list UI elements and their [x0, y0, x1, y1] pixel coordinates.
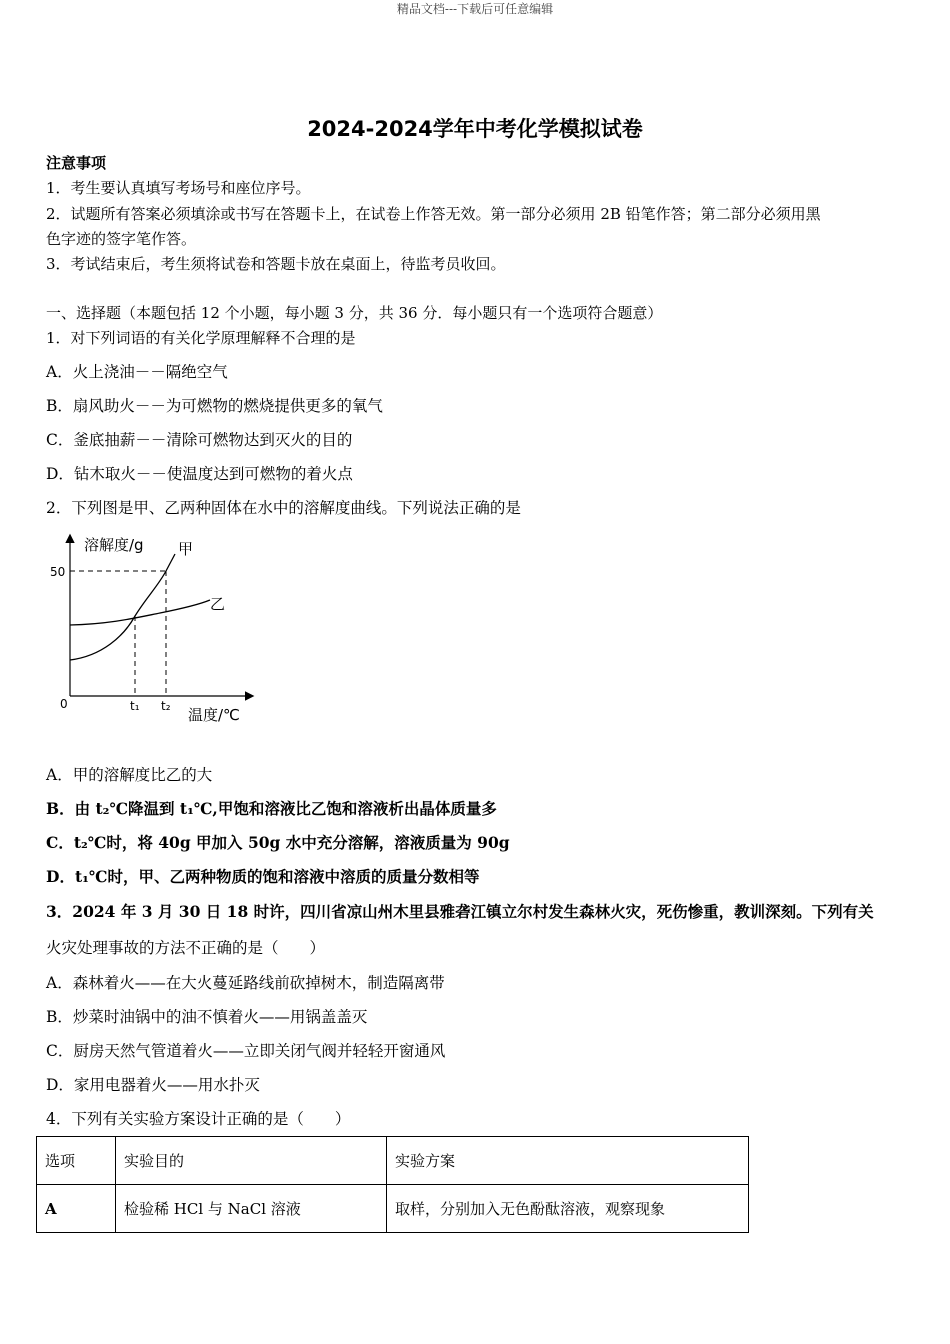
q2-option-d: D．t₁℃时，甲、乙两种物质的饱和溶液中溶质的质量分数相等: [46, 867, 480, 886]
notice-item-2-cont: 色字迹的签字笔作答。: [46, 230, 197, 248]
y-axis-label: 溶解度/g: [84, 536, 144, 554]
x-axis-label: 温度/℃: [188, 706, 240, 724]
curve-yi: [70, 600, 210, 625]
q2-option-b: B．由 t₂℃降温到 t₁℃,甲饱和溶液比乙饱和溶液析出晶体质量多: [46, 799, 497, 818]
q2-option-a: A．甲的溶解度比乙的大: [46, 766, 213, 784]
table-header-cell: 选项: [37, 1137, 116, 1185]
section-heading: 一、选择题（本题包括 12 个小题，每小题 3 分，共 36 分．每小题只有一个选项符合题意）: [46, 304, 663, 322]
page-header: 精品文档---下载后可任意编辑: [396, 2, 554, 16]
curve-jia: [70, 554, 175, 660]
label-yi: 乙: [210, 595, 226, 613]
table-cell: A: [37, 1185, 116, 1233]
label-jia: 甲: [178, 540, 194, 558]
q3-stem-line1: 3．2024 年 3 月 30 日 18 时许，四川省凉山州木里县雅砻江镇立尔村发生森林火灾，死伤惨重，教训深刻。下列有关: [46, 902, 874, 921]
x-tick-t1: t₁: [130, 699, 140, 713]
table-row: [37, 1185, 749, 1233]
notice-item-3: 3．考试结束后，考生须将试卷和答题卡放在桌面上，待监考员收回。: [46, 255, 506, 273]
q1-option-d: D．钻木取火－－使温度达到可燃物的着火点: [46, 465, 353, 483]
q1-option-a: A．火上浇油－－隔绝空气: [46, 363, 228, 381]
q3-option-b: B．炒菜时油锅中的油不慎着火——用锅盖盖灭: [46, 1008, 368, 1026]
q3-option-d: D．家用电器着火——用水扑灭: [46, 1076, 260, 1094]
solubility-graph: [40, 528, 260, 728]
q1-option-c: C．釜底抽薪－－清除可燃物达到灭火的目的: [46, 431, 353, 449]
notice-heading: 注意事项: [46, 154, 107, 172]
q3-stem-line2: 火灾处理事故的方法不正确的是（ ）: [46, 939, 326, 957]
page-title: 2024-2024学年中考化学模拟试卷: [307, 117, 643, 141]
origin-label: 0: [60, 697, 68, 711]
y-tick-50: 50: [50, 565, 66, 579]
q1-stem: 1．对下列词语的有关化学原理解释不合理的是: [46, 329, 356, 347]
q4-table: [36, 1136, 749, 1233]
table-header-cell: 实验方案: [387, 1137, 749, 1185]
table-header-row: [37, 1137, 749, 1185]
q2-stem: 2．下列图是甲、乙两种固体在水中的溶解度曲线。下列说法正确的是: [46, 499, 521, 517]
table-cell: 检验稀 HCl 与 NaCl 溶液: [116, 1185, 387, 1233]
x-tick-t2: t₂: [161, 699, 171, 713]
notice-item-1: 1．考生要认真填写考场号和座位序号。: [46, 179, 311, 197]
table-header-cell: 实验目的: [116, 1137, 387, 1185]
q4-stem: 4．下列有关实验方案设计正确的是（ ）: [46, 1110, 351, 1128]
table-cell: 取样，分别加入无色酚酞溶液，观察现象: [387, 1185, 749, 1233]
q2-option-c: C．t₂℃时，将 40g 甲加入 50g 水中充分溶解，溶液质量为 90g: [46, 833, 510, 852]
q3-option-a: A．森林着火——在大火蔓延路线前砍掉树木，制造隔离带: [46, 974, 445, 992]
q1-option-b: B．扇风助火－－为可燃物的燃烧提供更多的氧气: [46, 397, 383, 415]
notice-item-2: 2．试题所有答案必须填涂或书写在答题卡上，在试卷上作答无效。第一部分必须用 2B 铅笔作答；第二部分必须用黑: [46, 205, 821, 223]
q3-option-c: C．厨房天然气管道着火——立即关闭气阀并轻轻开窗通风: [46, 1042, 446, 1060]
